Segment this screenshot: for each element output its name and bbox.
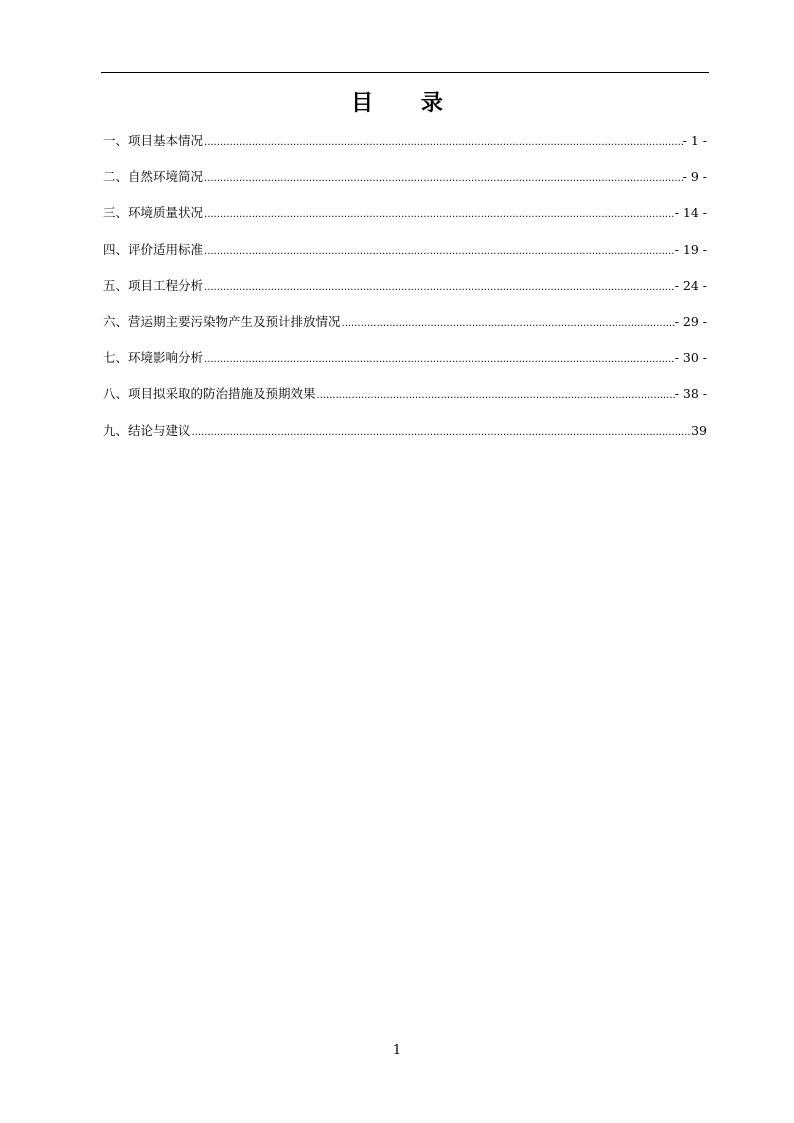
toc-entry-page: - 1 - xyxy=(682,133,707,148)
toc-entry[interactable] xyxy=(103,422,707,458)
toc-entry-page: - 29 - xyxy=(674,313,707,329)
page-number: 1 xyxy=(392,1043,402,1058)
toc-entry[interactable] xyxy=(103,204,707,240)
toc-entry-label: 五、项目工程分析 xyxy=(103,277,204,293)
toc-leader-dots xyxy=(204,351,675,369)
toc-entry[interactable] xyxy=(103,241,707,277)
toc-entry[interactable] xyxy=(103,168,707,204)
toc-leader-dots xyxy=(204,243,675,261)
toc-entry[interactable] xyxy=(103,277,707,313)
toc-entry[interactable] xyxy=(103,132,707,168)
toc-entry[interactable] xyxy=(103,349,707,385)
toc-entry-page: - 24 - xyxy=(674,277,707,293)
toc-entry-page: - 19 - xyxy=(674,241,707,257)
toc-entry-page: - 14 - xyxy=(674,205,707,221)
toc-entry-label: 七、环境影响分析 xyxy=(103,350,204,366)
toc-list xyxy=(103,132,707,458)
toc-entry-label: 二、自然环境简况 xyxy=(103,169,204,185)
toc-entry-label: 一、项目基本情况 xyxy=(103,133,204,148)
toc-entry-label: 四、评价适用标准 xyxy=(103,241,204,257)
toc-leader-dots xyxy=(204,279,675,297)
toc-leader-dots xyxy=(204,134,683,152)
toc-entry[interactable] xyxy=(103,385,707,421)
toc-leader-dots xyxy=(342,315,675,333)
toc-entry-label: 六、营运期主要污染物产生及预计排放情况 xyxy=(103,313,341,329)
toc-entry-page: - 38 - xyxy=(674,386,707,402)
toc-entry-label: 三、环境质量状况 xyxy=(103,205,204,221)
header-rule xyxy=(101,72,709,73)
toc-leader-dots xyxy=(204,206,675,224)
toc-leader-dots xyxy=(317,387,675,405)
toc-leader-dots xyxy=(204,170,683,188)
toc-entry-label: 八、项目拟采取的防治措施及预期效果 xyxy=(103,386,316,402)
toc-leader-dots xyxy=(192,424,692,442)
toc-entry-page: 39 xyxy=(691,422,707,438)
toc-title: 目 录 xyxy=(351,91,463,116)
toc-entry-page: - 9 - xyxy=(682,169,707,185)
toc-entry-label: 九、结论与建议 xyxy=(103,422,191,438)
toc-entry[interactable] xyxy=(103,313,707,349)
toc-entry-page: - 30 - xyxy=(674,350,707,366)
